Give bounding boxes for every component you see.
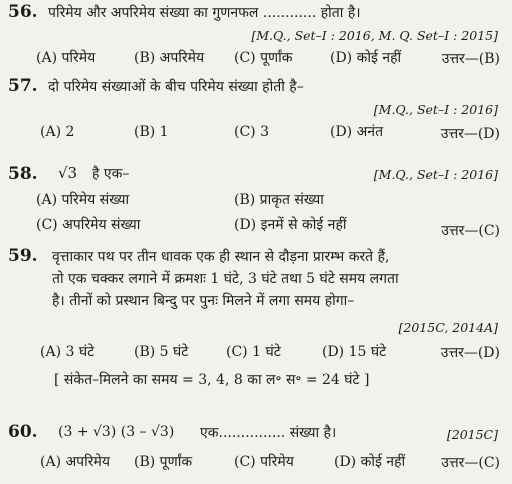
answer: उत्तर—(C) [441,455,500,471]
answer: उत्तर—(D) [440,345,500,361]
option-a: (A) परिमेय [36,50,96,66]
question-text: एक............... संख्या है। [200,425,337,441]
question-number: 59. [8,246,38,266]
option-c: (C) पूर्णांक [234,50,293,66]
question-text-line: तो एक चक्कर लगाने में क्रमशः 1 घंटे, 3 घंटे तथा 5 घंटे समय लगता [52,271,399,287]
question-number: 60. [8,422,38,442]
question-source: [M.Q., Set–I : 2016] [373,102,498,117]
question-source: [2015C, 2014A] [398,320,498,335]
answer: उत्तर—(B) [441,51,500,67]
question-text: दो परिमेय संख्याओं के बीच परिमेय संख्या होती है– [48,79,304,95]
question-math: √3 [58,164,78,182]
answer: उत्तर—(C) [441,223,500,239]
question-text: है एक– [92,166,130,182]
question-source: [M.Q., Set–I : 2016, M. Q. Set–I : 2015] [251,28,498,43]
option-b: (B) अपरिमेय [134,50,205,66]
option-a: (A) 2 [40,124,75,140]
option-a: (A) परिमेय संख्या [36,192,130,208]
question-text-line: है। तीनों को प्रस्थान बिन्दु पर पुनः मिलने में लगा समय होगा– [52,293,355,309]
question-number: 58. [8,164,38,184]
question-text-line: वृत्ताकार पथ पर तीन धावक एक ही स्थान से दौड़ना प्रारम्भ करते हैं, [52,249,390,265]
option-c: (C) 1 घंटे [226,344,281,360]
option-a: (A) 3 घंटे [40,344,95,360]
option-d: (D) इनमें से कोई नहीं [234,217,347,233]
option-d: (D) अनंत [330,124,384,140]
option-c: (C) 3 [234,124,269,140]
question-math: (3 + √3) (3 – √3) [58,424,175,440]
option-d: (D) कोई नहीं [330,50,402,66]
question-source: [2015C] [446,427,498,442]
option-b: (B) प्राकृत संख्या [234,192,324,208]
option-a: (A) अपरिमेय [40,454,110,470]
option-c: (C) परिमेय [234,454,294,470]
option-d: (D) 15 घंटे [322,344,387,360]
option-d: (D) कोई नहीं [334,454,406,470]
question-number: 56. [8,2,38,22]
answer: उत्तर—(D) [440,126,500,142]
question-number: 57. [8,76,38,96]
hint: [ संकेत–मिलने का समय = 3, 4, 8 का ल॰ स॰ = 24 घंटे ] [54,372,370,388]
question-source: [M.Q., Set–I : 2016] [373,167,498,182]
question-text: परिमेय और अपरिमेय संख्या का गुणनफल ............ होता है। [48,5,361,21]
option-b: (B) 5 घंटे [134,344,189,360]
option-b: (B) 1 [134,124,169,140]
option-c: (C) अपरिमेय संख्या [36,217,141,233]
option-b: (B) पूर्णांक [134,454,193,470]
